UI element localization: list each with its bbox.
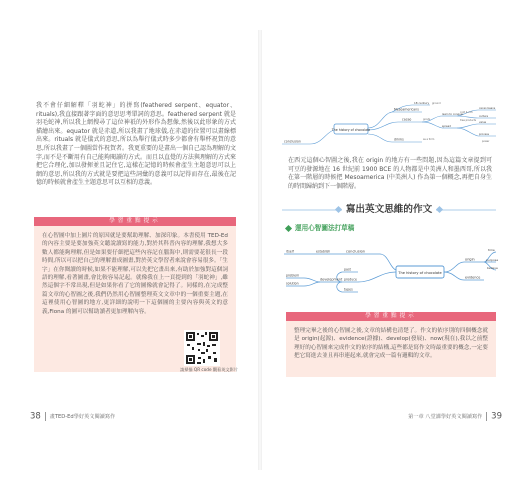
right-page-number: 39 — [491, 411, 502, 422]
right-folio — [408, 412, 502, 421]
top-small-4: as a form — [423, 138, 435, 141]
qr-code[interactable] — [184, 330, 220, 366]
top-node-10: process — [479, 132, 489, 136]
left-folio — [30, 412, 115, 421]
right-paragraph: 在西元這個心智圖之後,我在 origin 的地方有一些問題,因為這篇文章提到可可豆的發源地在 16 世紀前 1900 BCE 的人物都是中美洲人和墨西哥,所以我在第一階層的時候把 Mesoamerica (中美洲人) 作為第一個概念,再把自身生的時間歸納到下一個階層。 — [288, 157, 492, 190]
top-small-0: ground — [432, 102, 441, 105]
bottom-left-leaf-1: establish — [316, 249, 331, 254]
top-small-1: cold & rich — [460, 111, 473, 114]
left-note-text: 在心智圖中加上圖片的原因就是要幫助理解、加深印象。本書使用 TED-Ed 的內容主要是要加強英文聽說讀寫的能力,對於其科普內容的理解,我想大多數人都能夠理解,但是如果要仔細把這些內容記在腦海中,則需要花很長一段時間,所以可以把自己的理解畫成圖畫,對於英文學習者來說會容易很多。「生字」在你閱讀的時候,如果不能理解,可以先把它畫出來,有助於加強對這個詞語的理解,看著圖畫,會比較容易記起。就像我在上一頁提到的「羽蛇神」,雖然這個字不常出現,但是如果你看了它的圖像就會記得了。同樣的,在完成整篇文章的心智圖之後,我們仍然用心智圖整理英文文章中的一個重要主題,在這裡使用心智圖的地方,更詳細的說明一下這個圖的主要內容與英文的意義,Fiona 的圖可以幫助讀者更加理解內容。 — [42, 233, 228, 315]
left-box-title: 學習重點提示 — [34, 217, 236, 226]
top-mindmap — [282, 100, 500, 148]
section-title: 寫出英文思維的作文 — [345, 204, 433, 215]
bottom-left-leaf-0: itself — [286, 249, 294, 254]
top-center-label: The history of chocolate — [331, 128, 371, 132]
top-small-5: power — [482, 140, 490, 143]
diamond-icon — [285, 224, 292, 231]
right-page — [260, 0, 520, 500]
subhead-text: 運用心智圖法打草稿 — [295, 224, 355, 232]
left-running-title: 畫TED-Ed學好英文閱讀寫作 — [49, 414, 116, 420]
right-note-text: 整理完畢之後的心智圖之後,文章的結構也清楚了。作文的依序別的四個概念就是 origin(起源)、evidence(證據)、develop(發展)、now(現在),我以之前整理好的心智圖來完成作文的依序的結構,這些都是寫作文時最重要的概念,一定要把它寫進去並且再串連起來,就會完成一篇有邏輯的文章。 — [294, 328, 488, 360]
bottom-left-leaf-4: past — [344, 267, 351, 272]
top-node-1: Mesoamericans — [394, 107, 419, 112]
top-node-0: conclusion — [284, 139, 301, 144]
top-node-6: spread — [442, 124, 451, 128]
bottom-left-leaf-3: solution — [286, 281, 299, 286]
top-node-9: value — [479, 120, 487, 124]
bottom-branch-1: development — [320, 277, 343, 282]
top-node-7: cacao beans — [479, 106, 496, 110]
bottom-right-leaf-0: time — [488, 248, 495, 252]
folio-divider — [45, 412, 46, 421]
bottom-left-leaf-2: problem — [286, 273, 300, 278]
bottom-left-leaf-5: produce — [344, 277, 357, 282]
top-node-8: culture — [479, 114, 489, 118]
left-paragraph: 我不會仔細解釋「羽蛇神」的拼寫(feathered serpent、equator、rituals),我直接跟著字面的意思思考單詞的意思。feathered serpent 就是羽毛蛇神,所以我上網搜尋了這位神祇的外形作為想像,然後以此形象的方式描繪出來。equator 就是赤道,所以我畫了地球儀,在赤道的位置可以畫線標出來。rituals 就是儀式的意思,所以為舉行儀式時多少都會有舉杯祝賀的意思,所以我畫了一個圖當作祝賀者。我更重要的是畫出一個自己認為理解的文字,而不是不斷用有自己能夠閱讀的方式。而且以直覺的方法與理解的方式來把它合理化,加以發揮並且記住它,這樣在記憶的時候會產生主題意思可以上網的意思,所以我的方式就是要把這些詞彙的意義可以記得而存在,最後在記憶的時候就會產生主題意思可以互相的意義。 — [36, 102, 236, 187]
top-small-3: goods — [423, 118, 431, 121]
top-small-2: tree products — [460, 119, 477, 122]
bottom-branch-0: conclusion — [346, 249, 366, 254]
right-running-title: 第一章 八堂課學好英文閱讀寫作 — [408, 414, 483, 420]
bottom-branch-2: origin — [465, 257, 475, 262]
folio-divider — [486, 412, 487, 421]
right-box-title: 學習重點提示 — [286, 312, 496, 321]
bottom-branch-3: evidence — [465, 275, 481, 280]
bottom-right-leaf-2: believe — [487, 266, 498, 270]
bottom-right-leaf-1: purpose — [486, 258, 498, 262]
top-node-5: learn to conquer — [442, 112, 464, 116]
bottom-mindmap — [284, 238, 498, 302]
qr-caption: 請掃描 QR code 觀看英文影片 — [180, 367, 238, 372]
bottom-left-leaf-6: types — [344, 287, 353, 292]
qr-code-icon — [184, 330, 220, 366]
bottom-center-label: The history of chocolate — [398, 271, 442, 275]
top-node-2: cacao — [402, 117, 412, 122]
top-node-4: drinks — [394, 137, 404, 142]
right-note-box — [286, 321, 496, 377]
section-banner — [282, 203, 496, 217]
left-page-number: 38 — [30, 411, 41, 422]
top-node-3: 18 century — [414, 100, 430, 105]
subhead — [286, 224, 354, 233]
